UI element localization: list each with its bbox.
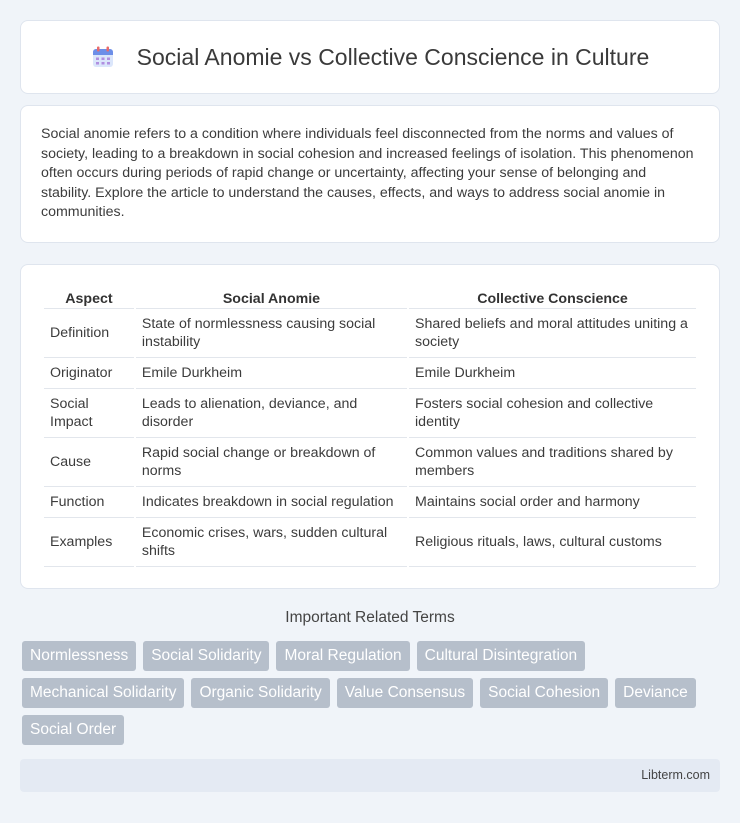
comparison-card (20, 264, 720, 589)
row-aspect: Social Impact (44, 389, 134, 438)
row-collective-conscience: Emile Durkheim (409, 358, 696, 389)
tag-social-cohesion[interactable]: Social Cohesion (480, 678, 608, 708)
related-terms-heading: Important Related Terms (285, 609, 455, 626)
column-header-social-anomie: Social Anomie (136, 285, 407, 309)
table-header-row (44, 285, 696, 309)
table-row (44, 358, 696, 389)
row-collective-conscience: Common values and traditions shared by members (409, 438, 696, 487)
tag-social-solidarity[interactable]: Social Solidarity (143, 641, 269, 671)
tag-value-consensus[interactable]: Value Consensus (337, 678, 473, 708)
tag-social-order[interactable]: Social Order (22, 715, 124, 745)
row-aspect: Cause (44, 438, 134, 487)
row-aspect: Originator (44, 358, 134, 389)
table-row (44, 309, 696, 358)
row-social-anomie: Indicates breakdown in social regulation (136, 487, 407, 518)
tag-deviance[interactable]: Deviance (615, 678, 696, 708)
calendar-icon (91, 45, 115, 69)
row-social-anomie: Rapid social change or breakdown of norms (136, 438, 407, 487)
tag-normlessness[interactable]: Normlessness (22, 641, 136, 671)
row-collective-conscience: Fosters social cohesion and collective identity (409, 389, 696, 438)
tag-organic-solidarity[interactable]: Organic Solidarity (191, 678, 329, 708)
intro-card (20, 105, 720, 243)
table-row (44, 438, 696, 487)
table-row (44, 389, 696, 438)
row-social-anomie: Leads to alienation, deviance, and disorder (136, 389, 407, 438)
intro-text: Social anomie refers to a condition where individuals feel disconnected from the norms and values of society, leading to a breakdown in social cohesion and increased feelings of isolation. This phenomenon often occurs during periods of rapid change or uncertainty, affecting your sense of belonging and stability. Explore the article to understand the causes, effects, and ways to address social anomie in communities. (41, 126, 694, 220)
tag-cultural-disintegration[interactable]: Cultural Disintegration (417, 641, 586, 671)
page-title: Social Anomie vs Collective Conscience in Culture (136, 43, 650, 70)
tag-mechanical-solidarity[interactable]: Mechanical Solidarity (22, 678, 184, 708)
header (91, 44, 650, 71)
comparison-table (42, 285, 698, 567)
column-header-aspect: Aspect (44, 285, 134, 309)
row-collective-conscience: Religious rituals, laws, cultural customs (409, 518, 696, 567)
table-row (44, 487, 696, 518)
header-card (20, 20, 720, 94)
tag-moral-regulation[interactable]: Moral Regulation (276, 641, 409, 671)
column-header-collective-conscience: Collective Conscience (409, 285, 696, 309)
row-social-anomie: Emile Durkheim (136, 358, 407, 389)
row-social-anomie: State of normlessness causing social instability (136, 309, 407, 358)
row-aspect: Function (44, 487, 134, 518)
footer (20, 759, 720, 792)
row-aspect: Definition (44, 309, 134, 358)
footer-site-link[interactable]: Libterm.com (641, 768, 710, 782)
row-collective-conscience: Maintains social order and harmony (409, 487, 696, 518)
row-social-anomie: Economic crises, wars, sudden cultural shifts (136, 518, 407, 567)
related-terms-list (22, 641, 722, 752)
row-aspect: Examples (44, 518, 134, 567)
row-collective-conscience: Shared beliefs and moral attitudes uniting a society (409, 309, 696, 358)
table-row (44, 518, 696, 567)
